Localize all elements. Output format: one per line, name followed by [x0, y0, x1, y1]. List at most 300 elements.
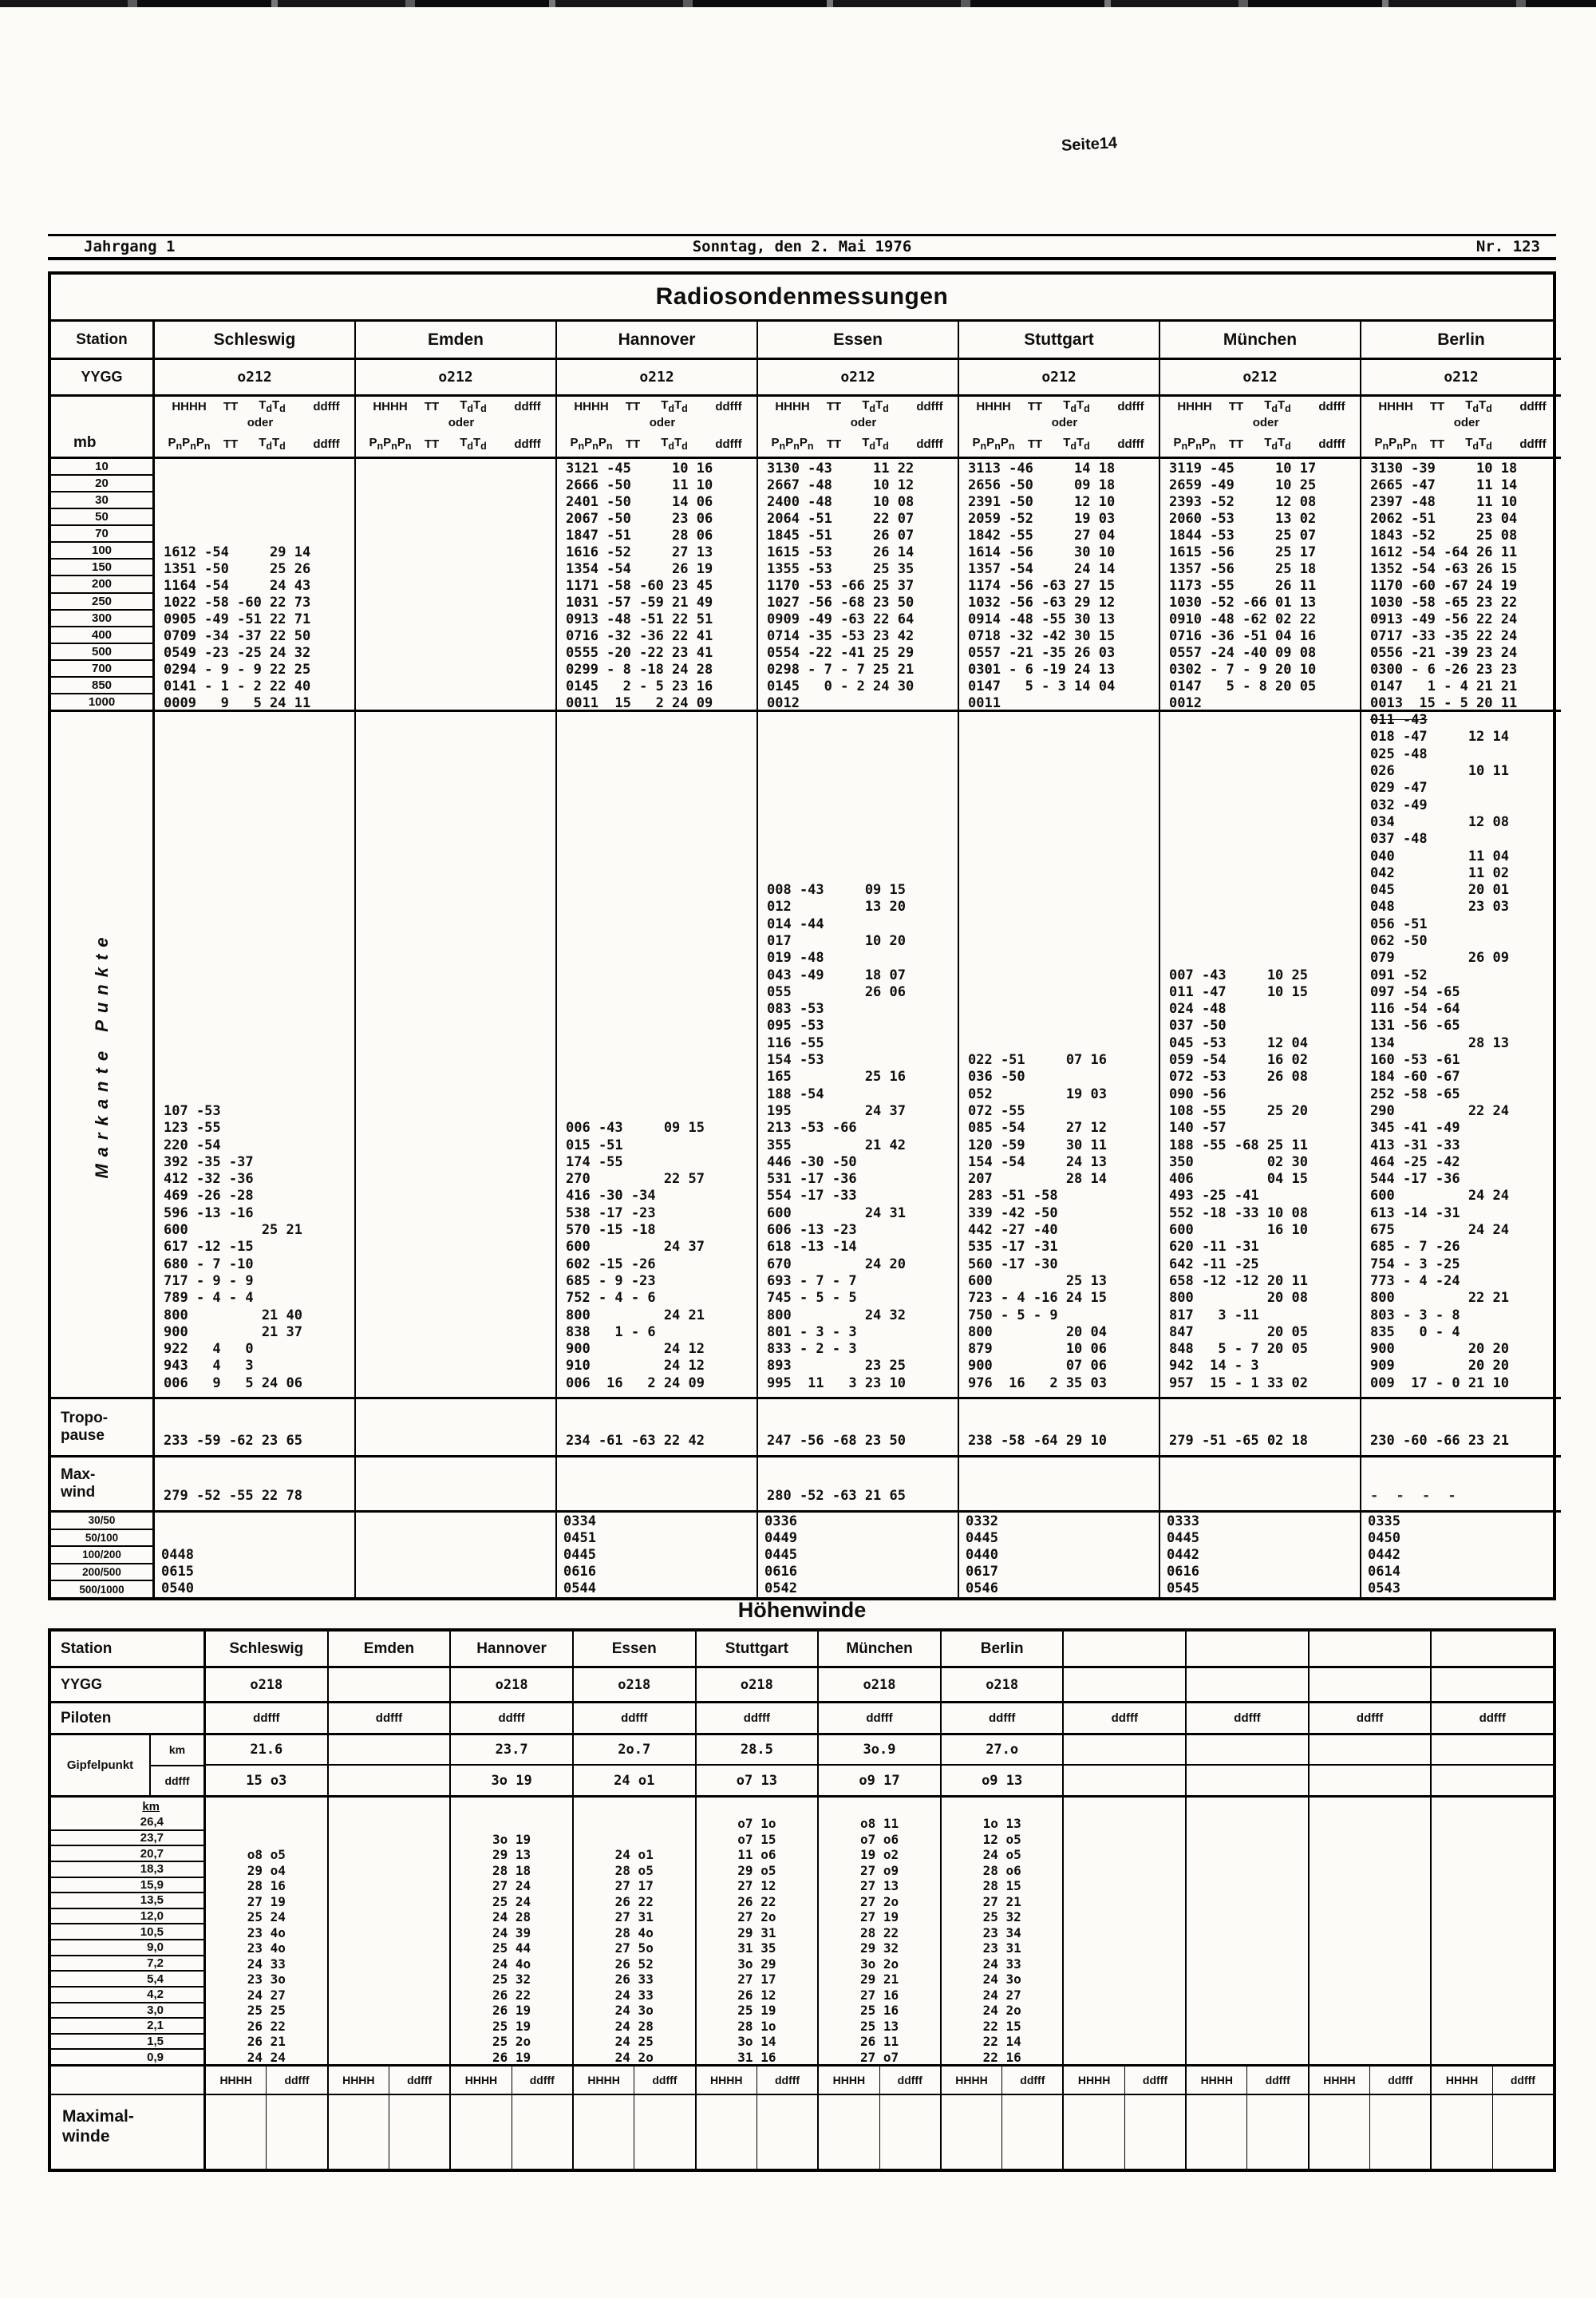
page-number: Seite14	[1061, 134, 1118, 155]
hw-station-name: Hannover	[451, 1632, 572, 1668]
fixed-level-line: 0709 -34 -37 22 50	[164, 628, 311, 644]
fixed-level-line: 1174 -56 -63 27 15	[968, 578, 1116, 594]
significant-level-line: 154 -54 24 13	[968, 1153, 1107, 1170]
fixed-level-line: 2067 -50 23 06	[566, 511, 713, 527]
wind-value-line: 3o 29	[737, 1956, 776, 1972]
tropopause-cell	[1361, 1399, 1561, 1458]
wind-value-line: 24 o5	[982, 1847, 1021, 1862]
significant-level-line: 464 -25 -42	[1370, 1153, 1460, 1170]
significant-level-line: 062 -50	[1370, 932, 1428, 949]
wind-value-line	[1310, 1988, 1431, 2003]
wind-value-line	[1432, 1909, 1553, 1925]
fixed-level-line: 0147 5 - 3 14 04	[968, 678, 1116, 694]
wind-value-line	[1187, 2050, 1308, 2066]
gipfelpunkt-km-value	[1187, 1735, 1308, 1766]
maxwind-value: - - - -	[1370, 1488, 1461, 1504]
significant-level-line: 095 -53	[767, 1018, 824, 1034]
significant-level-line: 600 16 10	[1169, 1222, 1308, 1239]
mb-label: mb	[73, 434, 97, 451]
fixed-level-line: 0141 - 1 - 2 22 40	[164, 678, 311, 694]
significant-level-line: 693 - 7 - 7	[767, 1272, 857, 1289]
maximalwinde-header	[329, 2067, 450, 2095]
maximalwinde-header	[206, 2067, 327, 2095]
fixed-level-line: 0145 0 - 2 24 30	[767, 678, 915, 694]
wind-value-line: 25 16	[859, 2003, 899, 2018]
wind-value-line: 31 16	[737, 2049, 776, 2065]
wind-value-line	[1432, 1956, 1553, 1972]
significant-level-line: 015 -51	[566, 1137, 623, 1153]
header-line1: HHHH TT $T_dT_d$ ddfff	[373, 398, 541, 414]
significant-level-line: 072 -53 26 08	[1169, 1069, 1308, 1086]
fixed-level-line	[356, 662, 555, 678]
tropopause-value: 234 -61 -63 22 42	[566, 1433, 705, 1449]
wind-value-line	[1432, 2034, 1553, 2050]
significant-level-line: 538 -17 -23	[566, 1204, 656, 1221]
maximalwinde-ddfff-label: ddfff	[1246, 2067, 1307, 2094]
fixed-level-line: 1355 -53 25 35	[767, 561, 915, 577]
fixed-level-line: 0147 5 - 8 20 05	[1169, 678, 1317, 694]
ratio-value: 0332	[966, 1513, 998, 1529]
fixed-level-line: 3121 -45 10 16	[566, 461, 713, 477]
hw-column-München	[819, 1632, 942, 2169]
pressure-level-label: 20	[51, 476, 152, 492]
significant-level-line: 339 -42 -50	[968, 1204, 1058, 1221]
fixed-level-line: 2401 -50 14 06	[566, 494, 713, 510]
significant-level-line: 789 - 4 - 4	[164, 1290, 254, 1307]
hw-station-yygg	[329, 1668, 450, 1703]
km-header-spacer	[697, 1798, 818, 1815]
header-oder: oder	[649, 416, 676, 429]
scan-torn-edge	[0, 0, 1596, 7]
significant-level-line: 833 - 2 - 3	[767, 1341, 857, 1358]
ratio-value: 0545	[1167, 1580, 1199, 1596]
wind-value-line	[1187, 1988, 1308, 2003]
significant-level-line: 535 -17 -31	[968, 1239, 1058, 1256]
wind-value-line: 26 19	[492, 2049, 531, 2065]
ratio-label: 30/50	[51, 1513, 152, 1530]
ratio-value	[155, 1513, 354, 1530]
wind-value-line: 28 o6	[982, 1862, 1021, 1878]
significant-level-line: 800 22 21	[1370, 1290, 1509, 1307]
significant-level-line: 052 19 03	[968, 1086, 1107, 1102]
ratio-value: 0445	[1167, 1530, 1199, 1546]
hw-piloten-value: ddfff	[1432, 1703, 1553, 1735]
wind-value-line: 27 21	[982, 1893, 1021, 1909]
pressure-level-label: 700	[51, 661, 152, 678]
fixed-level-line	[356, 611, 555, 628]
maxwind-cell	[1160, 1458, 1360, 1513]
fixed-level-line: 1173 -55 26 11	[1169, 578, 1317, 594]
maximalwinde-body	[206, 2095, 327, 2169]
significant-level-line: 893 23 25	[767, 1358, 906, 1374]
fixed-level-line: 1612 -54 -64 26 11	[1370, 544, 1518, 560]
gipfelpunkt-km-value: 21.6	[206, 1735, 327, 1766]
maximalwinde-hhhh-label: HHHH	[832, 2074, 866, 2086]
ratio-values-block	[959, 1513, 1159, 1597]
pressure-level-label: 50	[51, 509, 152, 526]
significant-level-line: 032 -49	[1370, 797, 1428, 813]
wind-value-line	[1064, 1925, 1185, 1941]
fixed-level-line: 2062 -51 23 04	[1370, 511, 1518, 527]
hw-station-name: Berlin	[942, 1632, 1063, 1668]
significant-level-line: 079 26 09	[1370, 950, 1509, 967]
station-yygg: o212	[1160, 360, 1360, 397]
fixed-level-line	[155, 477, 354, 494]
header-line1: HHHH TT $T_dT_d$ ddfff	[775, 398, 943, 414]
maximalwinde-ddfff-label: ddfff	[266, 2067, 326, 2094]
fixed-level-line: 2059 -52 19 03	[968, 511, 1116, 527]
maximalwinde-body	[819, 2095, 940, 2169]
tropopause-value: 279 -51 -65 02 18	[1169, 1433, 1308, 1449]
wind-value-line	[206, 1832, 327, 1848]
wind-value-line: 26 11	[859, 2034, 899, 2049]
fixed-level-line	[155, 511, 354, 528]
hw-piloten-value: ddfff	[451, 1703, 572, 1735]
ratio-value: 0617	[966, 1564, 998, 1580]
wind-value-line: 25 19	[737, 2003, 776, 2018]
header-line1: HHHH TT $T_dT_d$ ddfff	[976, 398, 1144, 414]
wind-value-line: 26 12	[737, 1987, 776, 2003]
significant-level-line: 800 20 08	[1169, 1290, 1308, 1307]
hoehenwinde-title: Höhenwinde	[737, 1598, 867, 1622]
wind-value-line: 24 28	[614, 2018, 654, 2034]
wind-values-block	[1187, 1815, 1308, 2067]
fixed-level-line: 0013 15 - 5 20 11	[1370, 695, 1518, 711]
fixed-level-line: 1022 -58 -60 22 73	[164, 595, 311, 611]
tropopause-label: Tropo- pause	[61, 1410, 109, 1444]
wind-value-line	[1187, 1940, 1308, 1956]
significant-levels-block	[155, 712, 354, 1399]
fixed-level-line: 0557 -21 -35 26 03	[968, 645, 1116, 661]
fixed-level-line: 0012	[1169, 695, 1202, 711]
station-column-header	[758, 397, 958, 459]
wind-value-line	[1432, 1925, 1553, 1941]
km-level-label: 12,0	[51, 1909, 203, 1925]
significant-level-line: 600 24 31	[767, 1204, 906, 1221]
wind-value-line	[1187, 1972, 1308, 1988]
significant-level-line: 442 -27 -40	[968, 1222, 1058, 1239]
pressure-level-labels	[51, 459, 152, 710]
pressure-level-label: 70	[51, 526, 152, 543]
km-level-label: 1,5	[51, 2035, 203, 2051]
header-line1: HHHH TT $T_dT_d$ ddfff	[172, 398, 340, 414]
hw-piloten-value: ddfff	[1064, 1703, 1185, 1735]
fixed-level-line: 1845 -51 26 07	[767, 528, 915, 544]
fixed-level-line: 2667 -48 10 12	[767, 477, 915, 493]
significant-level-line: 560 -17 -30	[968, 1256, 1058, 1272]
significant-level-line: 207 28 14	[968, 1171, 1107, 1188]
wind-value-line	[329, 1816, 450, 1832]
fixed-level-line: 0302 - 7 - 9 20 10	[1169, 662, 1317, 678]
wind-value-line	[1432, 1894, 1553, 1910]
ratio-values-block	[1160, 1513, 1360, 1597]
significant-level-line: 392 -35 -37	[164, 1153, 254, 1170]
fixed-level-line: 1027 -56 -68 23 50	[767, 595, 915, 611]
wind-value-line: 24 33	[247, 1956, 286, 1972]
hw-station-yygg: o218	[574, 1668, 695, 1703]
ratio-value	[356, 1564, 555, 1580]
station-column-header	[959, 397, 1159, 459]
maximalwinde-ddfff-label: ddfff	[1124, 2067, 1185, 2094]
maximalwinde-hhhh-label: HHHH	[1077, 2074, 1111, 2086]
significant-level-line: 745 - 5 - 5	[767, 1290, 857, 1307]
significant-level-line: 773 - 4 -24	[1370, 1272, 1460, 1289]
maxwind-cell	[959, 1458, 1159, 1513]
wind-values-block	[942, 1815, 1063, 2067]
wind-value-line	[1064, 1909, 1185, 1925]
gipfelpunkt-km-value	[329, 1735, 450, 1766]
significant-level-line: 600 24 37	[566, 1239, 705, 1256]
wind-value-line: o8 o5	[247, 1847, 286, 1862]
pressure-level-label: 10	[51, 459, 152, 476]
gipfelpunkt-km-value: 2o.7	[574, 1735, 695, 1766]
wind-value-line	[1187, 2019, 1308, 2035]
significant-level-line: 290 22 24	[1370, 1102, 1509, 1119]
hw-piloten-value: ddfff	[819, 1703, 940, 1735]
km-header-spacer	[1310, 1798, 1431, 1815]
fixed-level-line: 0009 9 5 24 11	[164, 695, 311, 711]
fixed-level-line	[155, 528, 354, 544]
hw-piloten-value: ddfff	[574, 1703, 695, 1735]
fixed-levels-block	[155, 459, 354, 712]
wind-value-line: 19 o2	[859, 1847, 899, 1862]
fixed-level-line: 0012	[767, 695, 800, 711]
wind-value-line: 25 24	[492, 1893, 531, 1909]
maxwind-value: 280 -52 -63 21 65	[767, 1488, 906, 1504]
maxwind-label: Max- wind	[61, 1466, 96, 1501]
km-level-label: 7,2	[51, 1956, 203, 1972]
hw-station-name	[1064, 1632, 1185, 1668]
ratio-value: 0615	[161, 1564, 194, 1580]
significant-level-line: 083 -53	[767, 1001, 824, 1018]
maximalwinde-header	[1432, 2067, 1553, 2095]
km-header-spacer	[329, 1798, 450, 1815]
pressure-level-label: 300	[51, 611, 152, 627]
fixed-level-line: 3119 -45 10 17	[1169, 461, 1317, 477]
significant-level-line: 800 21 40	[164, 1307, 302, 1323]
gipfelpunkt-km-value	[1432, 1735, 1553, 1766]
wind-values-block	[1064, 1815, 1185, 2067]
fixed-level-line: 0913 -48 -51 22 51	[566, 611, 713, 627]
station-name: Hannover	[557, 322, 757, 360]
ratio-value: 0544	[563, 1580, 596, 1596]
wind-value-line: 24 3o	[614, 2003, 654, 2018]
wind-value-line	[1064, 1894, 1185, 1910]
wind-value-line	[1187, 1847, 1308, 1863]
fixed-level-line: 0011	[968, 695, 1001, 711]
maximalwinde-header	[942, 2067, 1063, 2095]
significant-level-line: 680 - 7 -10	[164, 1256, 254, 1272]
header-line2: $P_nP_nP_n$ TT $T_dT_d$ ddfff	[972, 436, 1144, 452]
significant-level-line: 283 -51 -58	[968, 1188, 1058, 1204]
wind-value-line	[1310, 1940, 1431, 1956]
significant-level-line: 413 -31 -33	[1370, 1137, 1460, 1153]
header-line2: $P_nP_nP_n$ TT $T_dT_d$ ddfff	[1374, 436, 1547, 452]
maxwind-cell	[1361, 1458, 1561, 1513]
significant-level-line: 995 11 3 23 10	[767, 1374, 906, 1391]
km-level-label: 2,1	[51, 2019, 203, 2035]
significant-level-line: 900 21 37	[164, 1323, 302, 1340]
wind-value-line: 12 o5	[982, 1831, 1021, 1847]
wind-value-line: 24 28	[492, 1909, 531, 1924]
fixed-level-line: 2060 -53 13 02	[1169, 511, 1317, 527]
significant-level-line: 350 02 30	[1169, 1153, 1308, 1170]
wind-value-line	[1064, 1816, 1185, 1832]
significant-levels-block	[356, 712, 555, 1399]
station-header-label: Station	[51, 322, 152, 360]
significant-level-line: 600 24 24	[1370, 1188, 1509, 1204]
gipfelpunkt-km-label: km	[151, 1735, 203, 1766]
radiosonde-title: Radiosondenmessungen	[51, 275, 1553, 322]
significant-level-line: 803 - 3 - 8	[1370, 1307, 1460, 1323]
hw-station-yygg: o218	[697, 1668, 818, 1703]
gipfelpunkt-ddfff-value: o9 13	[942, 1766, 1063, 1798]
mb-cell	[51, 397, 152, 459]
wind-value-line	[1432, 1863, 1553, 1879]
significant-level-line: 037 -50	[1169, 1018, 1227, 1034]
significant-level-line: 800 20 04	[968, 1323, 1107, 1340]
significant-level-line: 131 -56 -65	[1370, 1018, 1460, 1034]
wind-value-line	[1187, 1816, 1308, 1832]
station-yygg: o212	[155, 360, 354, 397]
fixed-level-line: 1032 -56 -63 29 12	[968, 595, 1116, 611]
hoehenwinde-label-column	[51, 1632, 206, 2169]
significant-levels-block	[758, 712, 958, 1399]
significant-level-line: 835 0 - 4	[1370, 1323, 1460, 1340]
significant-level-line: 270 22 57	[566, 1171, 705, 1188]
significant-level-line: 801 - 3 - 3	[767, 1323, 857, 1340]
significant-level-line: 658 -12 -12 20 11	[1169, 1272, 1308, 1289]
maximalwinde-header	[1187, 2067, 1308, 2095]
ratio-value: 0336	[764, 1513, 797, 1529]
tropopause-cell	[356, 1399, 555, 1458]
maximalwinde-hhhh-label: HHHH	[464, 2074, 498, 2086]
pressure-level-label: 100	[51, 543, 152, 560]
wind-value-line: 27 17	[614, 1878, 654, 1893]
significant-level-line: 019 -48	[767, 950, 824, 967]
fixed-level-line: 1030 -52 -66 01 13	[1169, 595, 1317, 611]
significant-level-line: 165 25 16	[767, 1069, 906, 1086]
station-column-Schleswig	[155, 322, 356, 1597]
significant-level-line: 602 -15 -26	[566, 1256, 656, 1272]
header-oder: oder	[850, 416, 877, 429]
significant-level-line: 750 - 5 - 9	[968, 1307, 1058, 1323]
wind-value-line: 28 15	[982, 1878, 1021, 1893]
fixed-level-line: 1031 -57 -59 21 49	[566, 595, 713, 611]
wind-value-line	[1187, 1832, 1308, 1848]
significant-level-line: 213 -53 -66	[767, 1120, 857, 1137]
station-column-München	[1160, 322, 1361, 1597]
ratio-value: 0616	[1167, 1564, 1199, 1580]
ratio-values-block	[356, 1513, 555, 1597]
significant-level-line: 355 21 42	[767, 1137, 906, 1153]
wind-value-line	[1064, 1972, 1185, 1988]
significant-level-line: 220 -54	[164, 1137, 221, 1153]
masthead-jahrgang: Jahrgang 1	[84, 238, 176, 255]
maximalwinde-hhhh-label: HHHH	[955, 2074, 988, 2086]
wind-value-line	[1432, 1972, 1553, 1988]
gipfelpunkt-km-value	[1064, 1735, 1185, 1766]
ratio-value: 0542	[764, 1580, 797, 1596]
ratio-value: 0614	[1368, 1564, 1400, 1580]
masthead	[48, 234, 1556, 260]
ratio-value: 0450	[1368, 1530, 1400, 1546]
ratio-value: 0333	[1167, 1513, 1199, 1529]
wind-values-block	[1432, 1815, 1553, 2067]
wind-value-line	[329, 1863, 450, 1879]
wind-values-block	[206, 1815, 327, 2067]
hw-station-name	[1432, 1632, 1553, 1668]
significant-level-line: 042 11 02	[1370, 864, 1509, 881]
wind-value-line: 26 21	[247, 2034, 286, 2049]
significant-level-line: 029 -47	[1370, 780, 1428, 797]
ratio-label: 100/200	[51, 1547, 152, 1564]
fixed-level-line	[356, 477, 555, 494]
ratio-value	[356, 1513, 555, 1530]
fixed-level-line: 0554 -22 -41 25 29	[767, 645, 915, 661]
wind-value-line: 24 24	[247, 2049, 286, 2065]
station-name: Emden	[356, 322, 555, 360]
fixed-levels-block	[758, 459, 958, 712]
wind-value-line: 29 13	[492, 1847, 531, 1862]
significant-level-line: 195 24 37	[767, 1102, 906, 1119]
pressure-level-label: 850	[51, 678, 152, 694]
fixed-level-line: 0549 -23 -25 24 32	[164, 645, 311, 661]
gipfelpunkt-km-value: 23.7	[451, 1735, 572, 1766]
km-header-spacer	[1064, 1798, 1185, 1815]
km-header-spacer	[451, 1798, 572, 1815]
ratio-value: 0616	[563, 1564, 596, 1580]
significant-level-line: 017 10 20	[767, 932, 906, 949]
tropopause-value: 233 -59 -62 23 65	[164, 1433, 302, 1449]
significant-level-line: 685 - 9 -23	[566, 1272, 656, 1289]
fixed-level-line: 0914 -48 -55 30 13	[968, 611, 1116, 627]
fixed-level-line: 0011 15 2 24 09	[566, 695, 713, 711]
tropopause-value: 230 -60 -66 23 21	[1370, 1433, 1509, 1449]
fixed-level-line: 0555 -20 -22 23 41	[566, 645, 713, 661]
fixed-level-line	[356, 595, 555, 611]
wind-value-line: o7 15	[737, 1831, 776, 1847]
hw-station-yygg: o218	[819, 1668, 940, 1703]
fixed-levels-block	[557, 459, 757, 712]
hw-station-name: München	[819, 1632, 940, 1668]
gipfelpunkt-ddfff-value	[1432, 1766, 1553, 1798]
significant-level-line: 752 - 4 - 6	[566, 1290, 656, 1307]
maximalwinde-ddfff-label: ddfff	[389, 2067, 449, 2094]
ratio-value: 0440	[966, 1547, 998, 1563]
maximalwinde-body	[1064, 2095, 1185, 2169]
gipfelpunkt-km-value: 3o.9	[819, 1735, 940, 1766]
fixed-levels-block	[1361, 459, 1561, 712]
significant-level-line: 154 -53	[767, 1052, 824, 1069]
header-oder: oder	[1252, 416, 1279, 429]
significant-level-line: 045 -53 12 04	[1169, 1034, 1308, 1051]
km-level-label: 13,5	[51, 1893, 203, 1909]
wind-value-line	[1432, 1988, 1553, 2003]
tropopause-cell	[155, 1399, 354, 1458]
wind-value-line	[1432, 1940, 1553, 1956]
significant-level-line: 900 24 12	[566, 1341, 705, 1358]
wind-value-line	[1432, 2050, 1553, 2066]
maximalwinde-ddfff-label: ddfff	[879, 2067, 940, 2094]
km-header-spacer	[942, 1798, 1063, 1815]
ratio-label: 50/100	[51, 1530, 152, 1548]
fixed-level-line: 1171 -58 -60 23 45	[566, 578, 713, 594]
wind-value-line: 22 16	[982, 2049, 1021, 2065]
maxwind-cell	[557, 1458, 757, 1513]
wind-value-line: 27 13	[859, 1878, 899, 1893]
maximalwinde-ddfff-label: ddfff	[1001, 2067, 1062, 2094]
